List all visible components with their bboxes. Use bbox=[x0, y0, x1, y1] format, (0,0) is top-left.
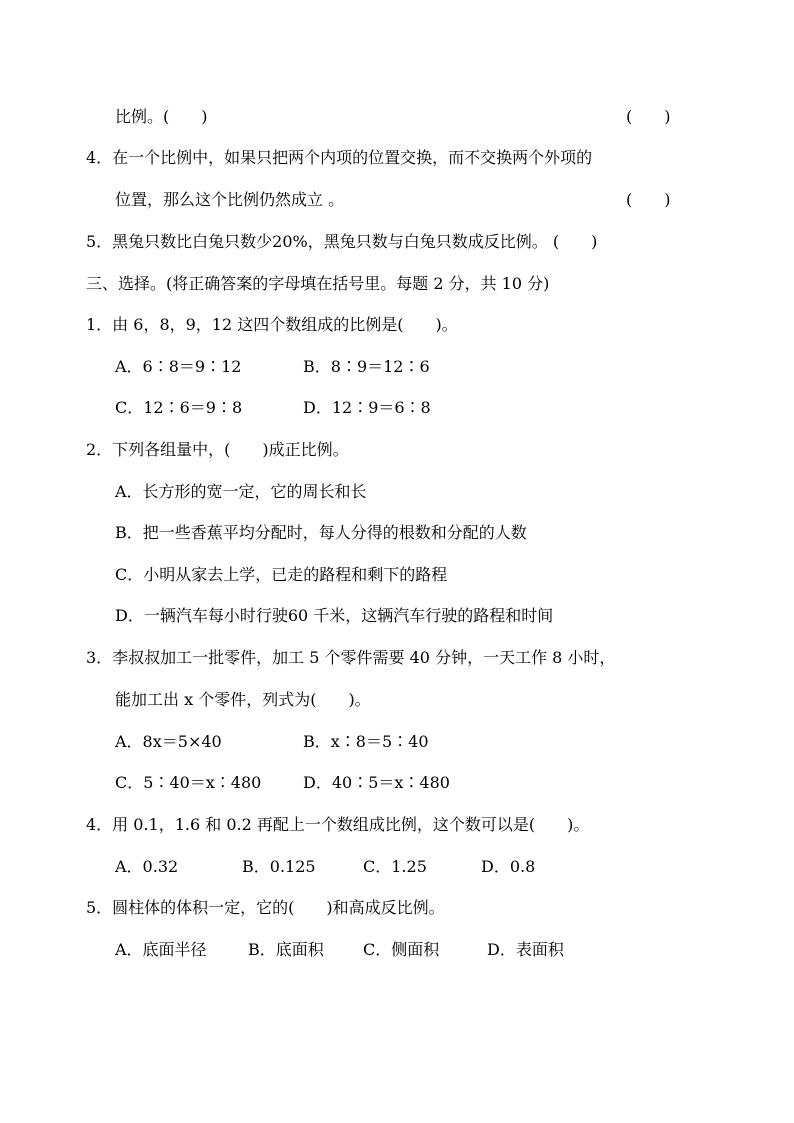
section-3-heading: 三、选择。(将正确答案的字母填在括号里。每题 2 分，共 10 分) bbox=[86, 274, 550, 293]
choice-q5-option-c[interactable]: C．侧面积 bbox=[363, 940, 440, 959]
choice-q3-stem-line1: 3．李叔叔加工一批零件，加工 5 个零件需要 40 分钟，一天工作 8 小时， bbox=[86, 648, 616, 667]
choice-q5-option-d[interactable]: D．表面积 bbox=[487, 940, 564, 959]
judge-q3-tail: 比例。( ) bbox=[115, 107, 208, 126]
choice-q4-stem: 4．用 0.1，1.6 和 0.2 再配上一个数组成比例，这个数可以是( )。 bbox=[86, 815, 590, 834]
choice-q1-option-a[interactable]: A．6∶8＝9∶12 bbox=[115, 357, 242, 376]
choice-q2-option-a[interactable]: A．长方形的宽一定，它的周长和长 bbox=[115, 482, 367, 501]
choice-q1-option-c[interactable]: C．12∶6＝9∶8 bbox=[115, 398, 243, 417]
choice-q4-option-d[interactable]: D．0.8 bbox=[481, 857, 536, 876]
choice-q2-option-d[interactable]: D．一辆汽车每小时行驶60 千米，这辆汽车行驶的路程和时间 bbox=[115, 606, 554, 625]
judge-q3-answer-blank[interactable]: ( ) bbox=[626, 107, 671, 126]
choice-q4-option-b[interactable]: B．0.125 bbox=[242, 857, 316, 876]
judge-q5-line: 5．黑兔只数比白兔只数少20%，黑兔只数与白兔只数成反比例。 ( ) bbox=[86, 232, 598, 251]
judge-q4-answer-blank[interactable]: ( ) bbox=[626, 190, 671, 209]
choice-q3-option-b[interactable]: B．x∶8＝5∶40 bbox=[303, 732, 429, 751]
choice-q3-stem-line2: 能加工出 x 个零件，列式为( )。 bbox=[115, 690, 371, 709]
choice-q1-option-d[interactable]: D．12∶9＝6∶8 bbox=[303, 398, 431, 417]
choice-q4-option-c[interactable]: C．1.25 bbox=[363, 857, 427, 876]
judge-q4-line2: 位置，那么这个比例仍然成立 。 bbox=[115, 190, 345, 209]
choice-q5-option-a[interactable]: A．底面半径 bbox=[115, 940, 207, 959]
choice-q1-stem: 1．由 6，8，9，12 这四个数组成的比例是( )。 bbox=[86, 315, 458, 334]
choice-q5-option-b[interactable]: B．底面积 bbox=[248, 940, 324, 959]
choice-q4-option-a[interactable]: A．0.32 bbox=[115, 857, 179, 876]
choice-q1-option-b[interactable]: B．8∶9＝12∶6 bbox=[303, 357, 430, 376]
choice-q3-option-c[interactable]: C．5∶40＝x∶480 bbox=[115, 773, 262, 792]
choice-q3-option-d[interactable]: D．40∶5＝x∶480 bbox=[303, 773, 450, 792]
choice-q2-option-b[interactable]: B．把一些香蕉平均分配时，每人分得的根数和分配的人数 bbox=[115, 523, 527, 542]
choice-q2-option-c[interactable]: C．小明从家去上学，已走的路程和剩下的路程 bbox=[115, 565, 448, 584]
judge-q4-line1: 4．在一个比例中，如果只把两个内项的位置交换，而不交换两个外项的 bbox=[86, 148, 593, 167]
choice-q5-stem: 5．圆柱体的体积一定，它的( )和高成反比例。 bbox=[86, 898, 445, 917]
choice-q3-option-a[interactable]: A．8x＝5×40 bbox=[115, 732, 222, 751]
choice-q2-stem: 2．下列各组量中，( )成正比例。 bbox=[86, 440, 349, 459]
